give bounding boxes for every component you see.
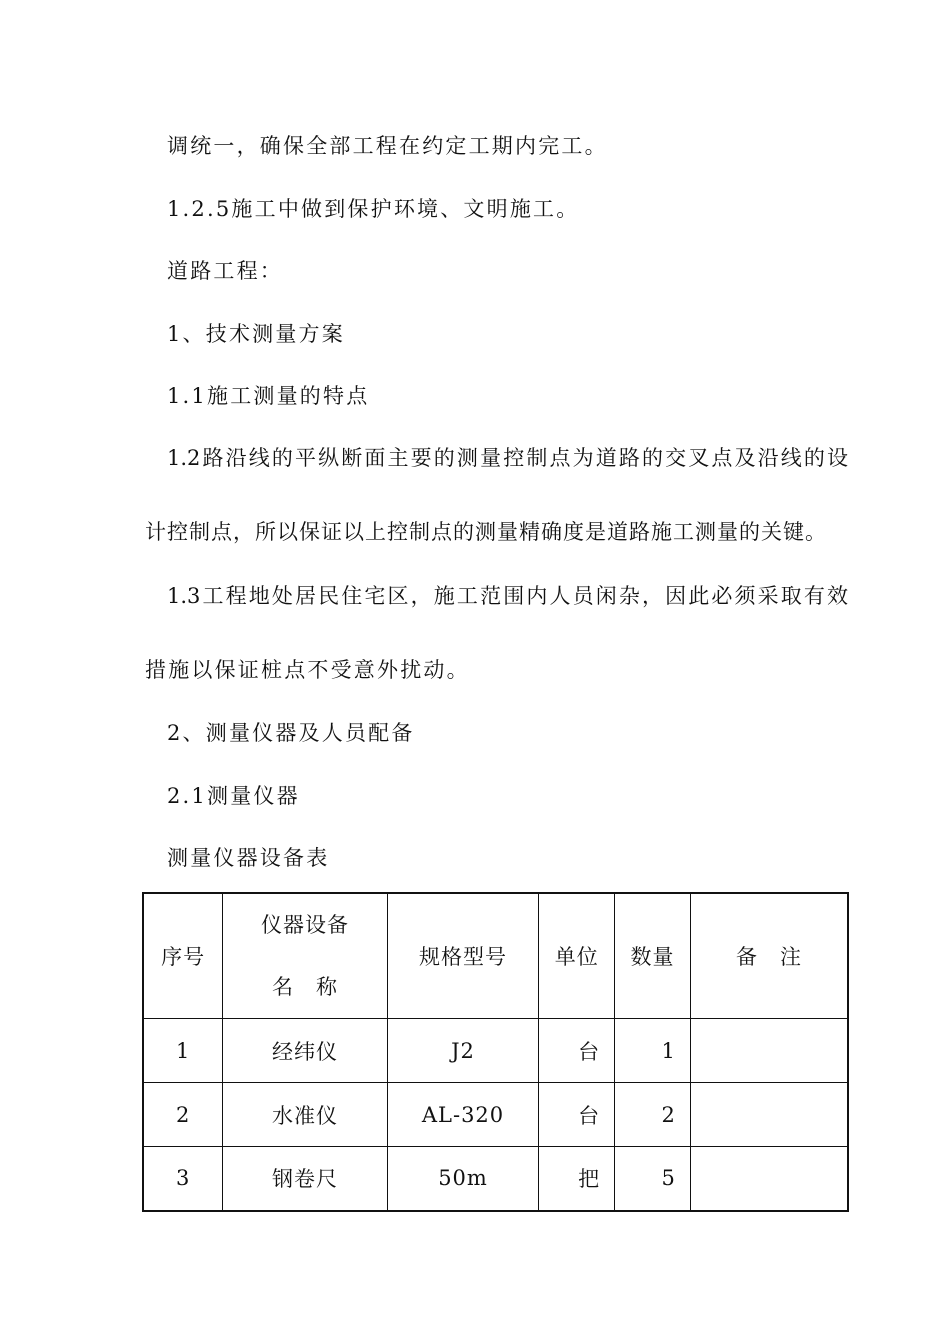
header-seq: 序号 (143, 893, 223, 1019)
cell-unit: 台 (539, 1019, 615, 1083)
cell-model: J2 (387, 1019, 539, 1083)
paragraph-1-3-line2: 措施以保证桩点不受意外扰动。 (145, 658, 470, 682)
heading-1-1: 1.1施工测量的特点 (167, 384, 370, 408)
header-note: 备 注 (690, 893, 848, 1019)
cell-name: 经纬仪 (223, 1019, 387, 1083)
cell-unit: 台 (539, 1083, 615, 1147)
cell-model: AL-320 (387, 1083, 539, 1147)
cell-unit: 把 (539, 1147, 615, 1211)
header-name (223, 893, 387, 1019)
header-name-line2: 名 称 (271, 975, 338, 999)
heading-2-1: 2.1测量仪器 (167, 784, 300, 808)
cell-name: 水准仪 (223, 1083, 387, 1147)
cell-model: 50m (387, 1147, 539, 1211)
table-title: 测量仪器设备表 (167, 846, 330, 870)
table-header-row (143, 893, 848, 1019)
table-row (143, 1083, 848, 1147)
paragraph-1-3-line1: 1.3工程地处居民住宅区，施工范围内人员闲杂，因此必须采取有效 (167, 584, 848, 608)
table-row (143, 1147, 848, 1211)
cell-seq: 1 (143, 1019, 223, 1083)
cell-note (690, 1019, 848, 1083)
cell-qty: 1 (615, 1019, 691, 1083)
heading-survey-plan: 1、技术测量方案 (167, 322, 345, 346)
cell-qty: 2 (615, 1083, 691, 1147)
paragraph-schedule: 调统一，确保全部工程在约定工期内完工。 (167, 134, 608, 158)
header-qty: 数量 (615, 893, 691, 1019)
cell-name: 钢卷尺 (223, 1147, 387, 1211)
paragraph-1-2-line2: 计控制点，所以保证以上控制点的测量精确度是道路施工测量的关键。 (145, 520, 826, 544)
instrument-table (142, 892, 849, 1212)
heading-instruments-staff: 2、测量仪器及人员配备 (167, 721, 415, 745)
heading-road-works: 道路工程： (167, 259, 283, 283)
header-model: 规格型号 (387, 893, 539, 1019)
cell-note (690, 1083, 848, 1147)
header-name-line1: 仪器设备 (260, 913, 349, 937)
cell-seq: 3 (143, 1147, 223, 1211)
cell-qty: 5 (615, 1147, 691, 1211)
table-row (143, 1019, 848, 1083)
paragraph-1-2-line1: 1.2路沿线的平纵断面主要的测量控制点为道路的交叉点及沿线的设 (167, 446, 848, 470)
cell-note (690, 1147, 848, 1211)
paragraph-1-2-5: 1.2.5施工中做到保护环境、文明施工。 (167, 197, 580, 221)
header-unit: 单位 (539, 893, 615, 1019)
cell-seq: 2 (143, 1083, 223, 1147)
